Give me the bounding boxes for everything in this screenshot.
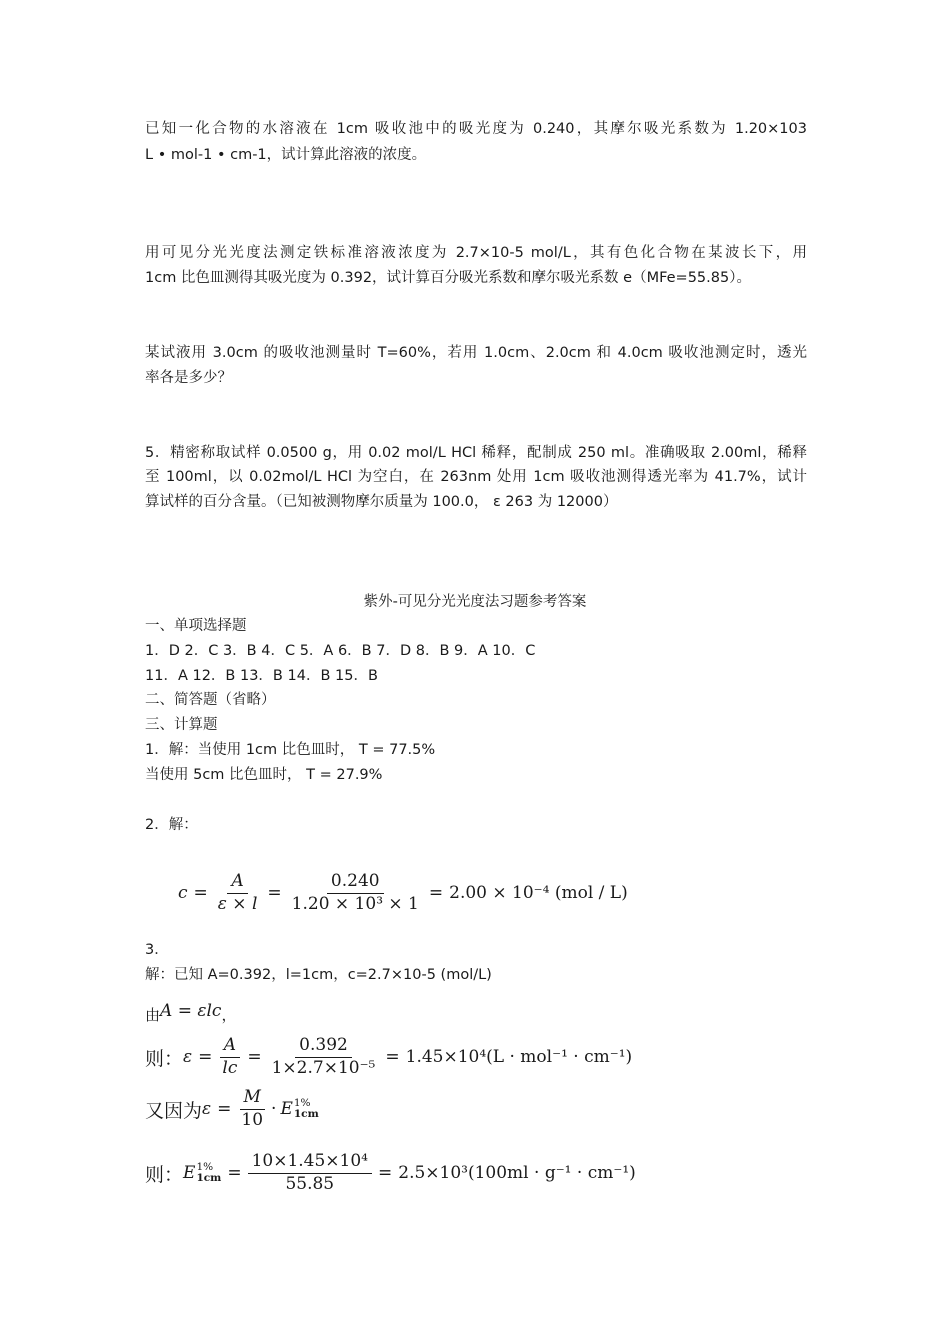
fraction-denominator: lc [222, 1057, 238, 1078]
formula-suffix: ， [221, 1006, 237, 1024]
formula-specific-absorbance [145, 1152, 636, 1194]
fraction-numerator: M [240, 1088, 265, 1110]
section-calculation: 三、计算题 [145, 717, 218, 733]
fraction-numerator: 10×1.45×10⁴ [248, 1152, 372, 1174]
equals-sign: = [267, 883, 282, 904]
formula-result: 2.5×10³(100ml · g⁻¹ · cm⁻¹) [398, 1163, 636, 1184]
fraction-denominator: ε × l [217, 893, 258, 914]
question-1-line-1: 已知一化合物的水溶液在 1cm 吸收池中的吸光度为 0.240，其摩尔吸光系数为 1.20×103 [145, 121, 807, 137]
question-2-line-2: 1cm 比色皿测得其吸光度为 0.392，试计算百分吸光系数和摩尔吸光系数 e（MFe=55.85）。 [145, 270, 751, 286]
equals-sign: = [428, 883, 444, 904]
specific-absorbance-symbol: E [183, 1163, 196, 1184]
index-superscript: 1% [293, 1096, 311, 1109]
index-subscript: 1cm [293, 1108, 319, 1121]
equals-sign: = [193, 883, 208, 904]
formula-prefix: 又因为 [145, 1099, 203, 1122]
question-2-line-1: 用可见分光光度法测定铁标准溶液浓度为 2.7×10-5 mol/L，其有色化合物在某波长下，用 [145, 245, 807, 261]
formula-relation [145, 1088, 319, 1130]
fraction-numerator: A [227, 872, 247, 894]
equals-sign: = [247, 1047, 262, 1068]
fraction-values [248, 1152, 372, 1194]
equals-sign: = [198, 1047, 213, 1068]
equals-sign: = [385, 1047, 400, 1068]
question-3-line-2: 率各是多少？ [145, 370, 232, 386]
answer-3-given: 解：已知 A=0.392，l=1cm，c=2.7×10-5 (mol/L) [145, 967, 492, 983]
formula-prefix: 由 [145, 1006, 161, 1024]
question-5-line-2: 至 100ml，以 0.02mol/L HCl 为空白，在 263nm 处用 1cm 吸收池测得透光率为 41.7%，试计 [145, 469, 807, 485]
multiply-dot: · [271, 1099, 277, 1120]
formula-c-symbol: c [178, 883, 188, 904]
answer-1-line-2: 当使用 5cm 比色皿时， T = 27.9% [145, 767, 383, 783]
fraction-numerator: 0.392 [295, 1036, 352, 1058]
question-5-line-1: 5．精密称取试样 0.0500 g，用 0.02 mol/L HCl 稀释，配制成 250 ml。准确吸取 2.00ml，稀释 [145, 445, 807, 461]
question-1-line-2: L • mol-1 • cm-1，试计算此溶液的浓度。 [145, 147, 427, 163]
fraction-denominator: 1×2.7×10⁻⁵ [271, 1057, 376, 1078]
formula-epsilon-symbol: ε [183, 1047, 193, 1068]
formula-beer-lambert [145, 1000, 237, 1024]
section-short-answer: 二、简答题（省略） [145, 692, 276, 708]
fraction-a-over-el [214, 872, 262, 914]
fraction-denominator: 1.20 × 10³ × 1 [291, 893, 419, 914]
specific-absorbance-indices [196, 1162, 221, 1184]
index-subscript: 1cm [196, 1172, 222, 1185]
formula-result: 1.45×10⁴(L · mol⁻¹ · cm⁻¹) [405, 1047, 633, 1068]
formula-expression: A = εlc [160, 1000, 222, 1021]
formula-prefix: 则： [145, 1163, 184, 1186]
fraction-values [268, 1036, 380, 1078]
answer-1-line-1: 1．解：当使用 1cm 比色皿时， T = 77.5% [145, 742, 436, 758]
specific-absorbance-indices [294, 1098, 319, 1120]
question-5-line-3: 算试样的百分含量。（已知被测物摩尔质量为 100.0， ε 263 为 12000） [145, 494, 618, 510]
equals-sign: = [217, 1099, 232, 1120]
formula-result: 2.00 × 10⁻⁴ (mol / L) [449, 883, 628, 904]
fraction-values [288, 872, 423, 914]
specific-absorbance-symbol: E [280, 1099, 293, 1120]
formula-concentration [178, 872, 628, 914]
equals-sign: = [378, 1163, 393, 1184]
fraction-denominator: 10 [241, 1109, 264, 1130]
fraction-a-over-lc [218, 1036, 241, 1078]
section-single-choice: 一、单项选择题 [145, 618, 247, 634]
formula-molar-absorptivity [145, 1036, 632, 1078]
question-3-line-1: 某试液用 3.0cm 的吸收池测量时 T=60%，若用 1.0cm、2.0cm 和 4.0cm 吸收池测定时，透光 [145, 345, 807, 361]
fraction-m-over-10 [237, 1088, 267, 1130]
fraction-denominator: 55.85 [285, 1173, 335, 1194]
formula-epsilon-symbol: ε [202, 1099, 212, 1120]
choice-answers-row-1: 1．D 2．C 3．B 4．C 5．A 6．B 7．D 8．B 9．A 10．C [145, 643, 536, 659]
fraction-numerator: A [220, 1036, 240, 1058]
index-superscript: 1% [196, 1160, 214, 1173]
fraction-numerator: 0.240 [327, 872, 384, 894]
formula-prefix: 则： [145, 1047, 184, 1070]
answer-3-label: 3． [145, 942, 169, 958]
choice-answers-row-2: 11．A 12．B 13．B 14．B 15．B [145, 668, 378, 684]
answers-title: 紫外-可见分光光度法习题参考答案 [363, 594, 587, 610]
equals-sign: = [227, 1163, 242, 1184]
answer-2-label: 2．解： [145, 817, 198, 833]
